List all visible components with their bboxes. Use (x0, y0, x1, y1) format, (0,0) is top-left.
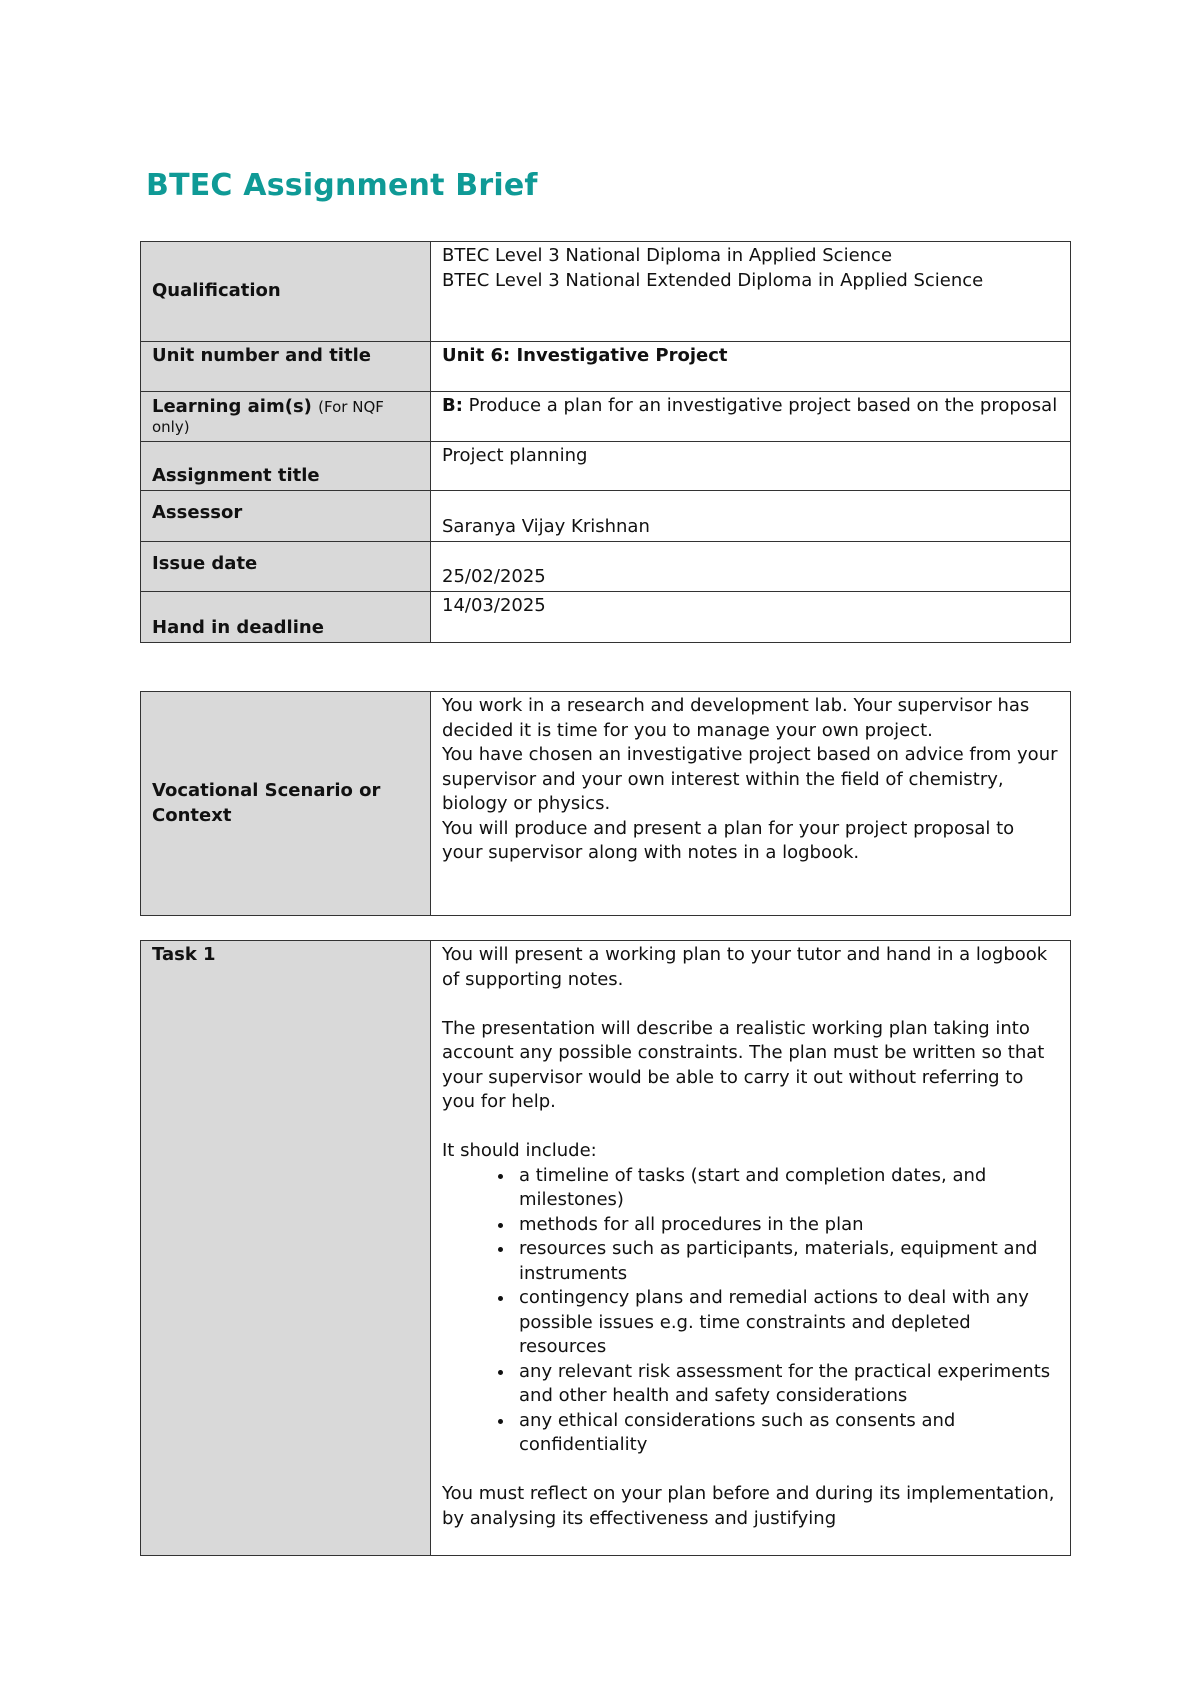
assignment-title-label: Assignment title (141, 442, 431, 491)
assessor-value: Saranya Vijay Krishnan (431, 491, 1071, 542)
task-reflection: You must reflect on your plan before and during its implementation, by analysing its effectiveness and justifying (442, 1483, 1055, 1529)
scenario-paragraph: You work in a research and development lab. Your supervisor has decided it is time for you to manage your own project. (442, 695, 1030, 741)
task-description: The presentation will describe a realistic working plan taking into account any possible constraints. The plan must be written so that your supervisor would be able to carry it out without referring to you for help. (442, 1017, 1045, 1112)
assignment-title-value: Project planning (431, 442, 1071, 491)
task-text (431, 941, 1071, 1556)
unit-label: Unit number and title (141, 342, 431, 392)
deadline-value: 14/03/2025 (431, 592, 1071, 643)
page-title: BTEC Assignment Brief (146, 168, 538, 203)
assignment-info-table (140, 241, 1071, 643)
unit-value: Unit 6: Investigative Project (431, 342, 1071, 392)
aim-label-text: Learning aim(s) (152, 396, 312, 417)
task-table (140, 940, 1071, 1556)
scenario-paragraph: You have chosen an investigative project based on advice from your supervisor and your own interest within the field of chemistry, biology or physics. (442, 744, 1058, 814)
aim-text: Produce a plan for an investigative project based on the proposal (468, 395, 1058, 416)
scenario-paragraph: You will produce and present a plan for your project proposal to your supervisor along with notes in a logbook. (442, 817, 1015, 863)
scenario-text (431, 692, 1071, 916)
list-item: • any relevant risk assessment for the practical experiments and other health and safety considerations (515, 1360, 1060, 1409)
task-label: Task 1 (141, 941, 431, 1556)
task-bullet-list (442, 1164, 1060, 1458)
issue-date-value: 25/02/2025 (431, 542, 1071, 592)
scenario-label: Vocational Scenario or Context (141, 692, 431, 916)
aim-note: (For NQF only) (152, 398, 384, 436)
qualification-line: BTEC Level 3 National Extended Diploma in Applied Science (442, 269, 984, 291)
task-include-heading: It should include: (442, 1140, 597, 1161)
list-item: • methods for all procedures in the plan (515, 1213, 1060, 1238)
assessor-label: Assessor (141, 491, 431, 542)
list-item: • resources such as participants, materials, equipment and instruments (515, 1237, 1060, 1286)
list-item: • a timeline of tasks (start and completion dates, and milestones) (515, 1164, 1060, 1213)
aim-label (141, 392, 431, 442)
qualification-label: Qualification (141, 242, 431, 342)
qualification-line: BTEC Level 3 National Diploma in Applied Science (442, 245, 893, 266)
aim-prefix: B: (442, 395, 463, 416)
aim-value (431, 392, 1071, 442)
deadline-label: Hand in deadline (141, 592, 431, 643)
scenario-table (140, 691, 1071, 916)
list-item: • contingency plans and remedial actions to deal with any possible issues e.g. time constraints and depleted resources (515, 1286, 1060, 1360)
qualification-value (431, 242, 1071, 342)
list-item: • any ethical considerations such as consents and confidentiality (515, 1409, 1060, 1458)
issue-date-label: Issue date (141, 542, 431, 592)
task-intro: You will present a working plan to your tutor and hand in a logbook of supporting notes. (442, 944, 1048, 990)
